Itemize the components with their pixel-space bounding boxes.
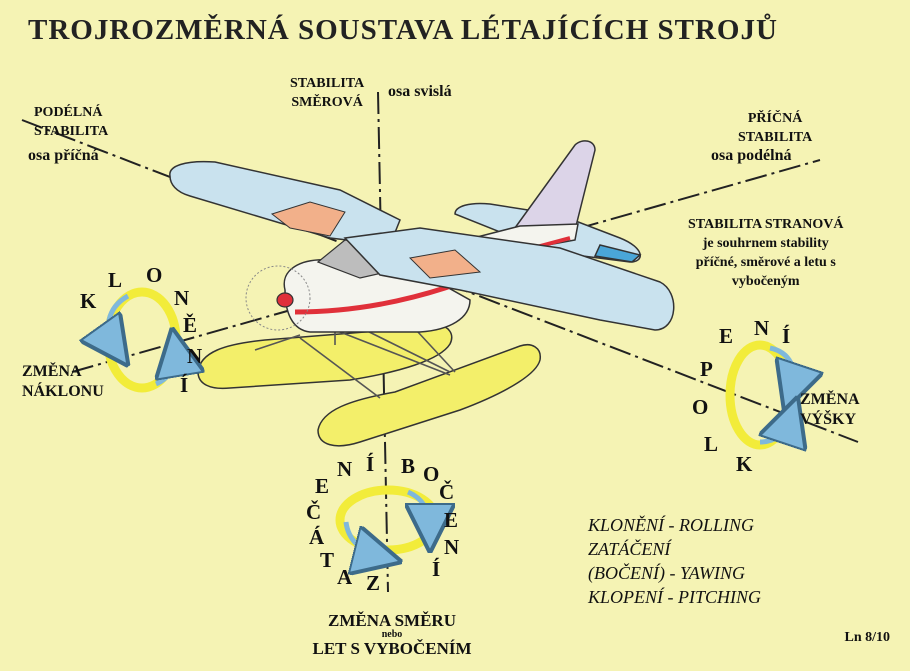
yawing-right-letter: B: [401, 454, 416, 478]
pitching-letter: N: [754, 316, 770, 340]
rolling-letter: Í: [180, 373, 189, 397]
lateral-stability-label: PODÉLNÁ STABILITA: [34, 105, 109, 139]
legend: [588, 513, 761, 609]
rolling-letter: N: [174, 286, 190, 310]
legend-item: (BOČENÍ) - YAWING: [588, 563, 746, 583]
pitching-arrow: [730, 345, 794, 445]
lateral-axis-name: osa příčná: [28, 147, 99, 164]
legend-item: KLONĚNÍ - ROLLING: [588, 515, 755, 535]
legend-item: KLOPENÍ - PITCHING: [588, 587, 762, 607]
yawing-arrow: [340, 490, 436, 556]
yawing-right-letter: Í: [432, 557, 441, 581]
yawing-left-letter: E: [315, 474, 330, 498]
pitching-letter: O: [692, 395, 709, 419]
yawing-change-label: ZMĚNA SMĚRU nebo LET S VYBOČENÍM: [312, 611, 472, 658]
rolling-letter: O: [146, 263, 163, 287]
yawing-left-letter: Í: [366, 452, 375, 476]
pitching-letter: L: [704, 432, 719, 456]
yawing-left-letter: A: [337, 565, 353, 589]
propeller-spinner: [277, 293, 293, 307]
yawing-left-letter: Á: [309, 525, 325, 549]
page-number: Ln 8/10: [844, 630, 890, 645]
yawing-right-letter: E: [444, 508, 459, 532]
legend-item: ZATÁČENÍ: [588, 539, 671, 559]
rolling-letter: K: [80, 289, 97, 313]
floats: [198, 318, 540, 446]
yawing-left-letter: Č: [306, 500, 322, 524]
yawing-right-letter: Č: [439, 480, 455, 504]
yawing-left-letter: Z: [366, 571, 381, 595]
page-title: TROJROZMĚRNÁ SOUSTAVA LÉTAJÍCÍCH STROJŮ: [28, 14, 778, 46]
yawing-right-letter: O: [423, 462, 440, 486]
pitching-letter: E: [719, 324, 734, 348]
fin: [512, 141, 595, 232]
rolling-arrow: [108, 292, 176, 388]
longitudinal-axis-name: osa podélná: [711, 147, 792, 164]
pitching-letter: K: [736, 452, 753, 476]
pitching-change-label: ZMĚNA VÝŠKY: [800, 391, 860, 428]
vertical-stability-label: STABILITA SMĚROVÁ: [290, 76, 365, 110]
rolling-letter: Ě: [183, 313, 198, 337]
yawing-right-letter: N: [444, 535, 460, 559]
pitching-letter: P: [700, 357, 713, 381]
longitudinal-stability-label: PŘÍČNÁ STABILITA: [738, 111, 813, 145]
yawing-left-letter: T: [320, 548, 335, 572]
lateral-stability-note: STABILITA STRANOVÁ je souhrnem stability příčné, směrové a letu s vybočeným: [688, 217, 844, 289]
vertical-axis-name: osa svislá: [388, 83, 452, 100]
left-wing: [170, 162, 400, 245]
rolling-letter: L: [108, 268, 123, 292]
rolling-change-label: ZMĚNA NÁKLONU: [22, 363, 104, 400]
pitching-letter: Í: [782, 324, 791, 348]
rolling-letter: N: [187, 344, 203, 368]
yawing-left-letter: N: [337, 457, 353, 481]
